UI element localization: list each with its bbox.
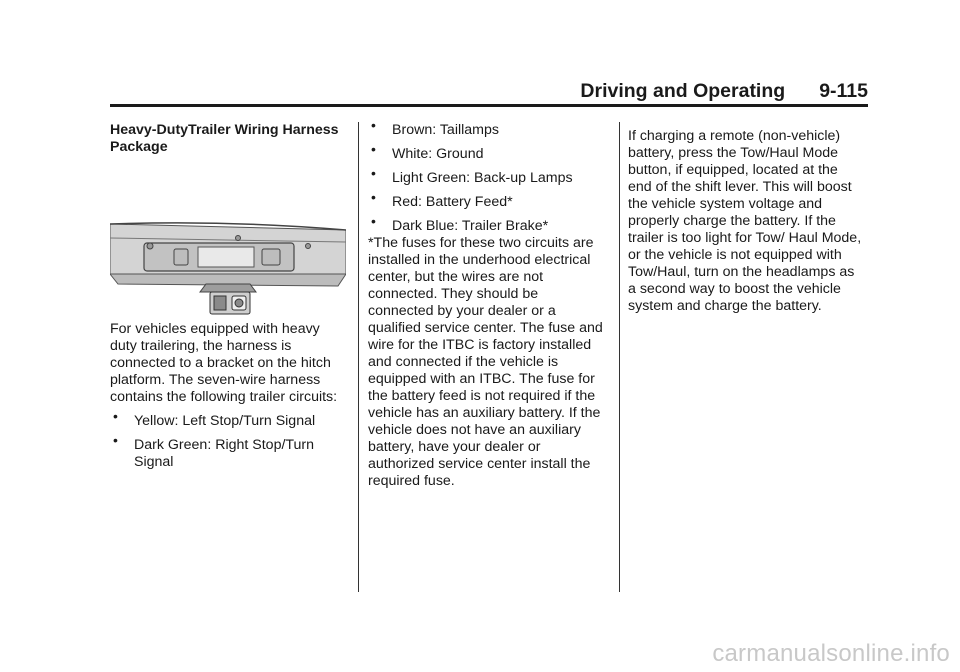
bullet-icon: • (371, 141, 376, 157)
column-3 (628, 128, 864, 315)
circuit-list-1 (110, 408, 346, 471)
page-header (110, 80, 868, 106)
watermark: carmanualsonline.info (712, 640, 950, 667)
section-heading: Heavy-DutyTrailer Wiring Harness Package (110, 122, 339, 155)
list-item (368, 213, 604, 235)
list-item-text: White: Ground (392, 146, 484, 162)
list-item-text: Brown: Taillamps (392, 122, 499, 138)
bullet-icon: • (371, 189, 376, 205)
bullet-icon: • (371, 213, 376, 229)
list-item-text: Dark Blue: Trailer Brake* (392, 218, 549, 234)
list-item (368, 117, 604, 139)
column-divider-1 (358, 122, 359, 592)
trailer-hitch-harness-illustration (110, 216, 346, 316)
intro-paragraph: For vehicles equipped with heavy duty trailering, the harness is connected to a bracket on the hitch platform. The seven-wire harness contains the following trailer circuits: (110, 321, 338, 405)
list-item (368, 141, 604, 163)
fuse-note-paragraph: *The fuses for these two circuits are installed in the underhood electrical center, but the wires are not connected. They should be connected by your dealer or a qualified service center. The fuse and wire for the ITBC is factory installed and connected if the vehicle is equipped with an ITBC. The fuse for the battery feed is not required if the vehicle has an auxiliary battery. If the vehicle does not have an auxiliary battery, have your dealer or authorized service center install the required fuse. (368, 235, 603, 489)
list-item (368, 165, 604, 187)
bullet-icon: • (113, 432, 118, 448)
page-number: 9-115 (819, 80, 868, 102)
bullet-icon: • (371, 165, 376, 181)
column-1 (110, 122, 346, 471)
bullet-icon: • (113, 408, 118, 424)
charging-paragraph: If charging a remote (non-vehicle) battery, press the Tow/Haul Mode button, if equipped, located at the end of the shift lever. This will boost the vehicle system voltage and properly charge the battery. If the trailer is too light for Tow/ Haul Mode, or the vehicle is not equipped with Tow/Haul, turn on the headlamps as a second way to boost the vehicle system and charge the battery. (628, 128, 862, 314)
list-item-text: Light Green: Back-up Lamps (392, 170, 573, 186)
bullet-icon: • (371, 117, 376, 133)
section-title: Driving and Operating (580, 80, 786, 102)
list-item-text: Yellow: Left Stop/Turn Signal (134, 413, 316, 429)
list-item (110, 432, 346, 471)
list-item (368, 189, 604, 211)
header-rule (110, 104, 868, 107)
column-2 (368, 117, 604, 490)
list-item-text: Red: Battery Feed* (392, 194, 513, 210)
list-item (110, 408, 346, 430)
circuit-list-2 (368, 117, 604, 235)
list-item-text: Dark Green: Right Stop/Turn Signal (134, 437, 315, 470)
column-divider-2 (619, 122, 620, 592)
